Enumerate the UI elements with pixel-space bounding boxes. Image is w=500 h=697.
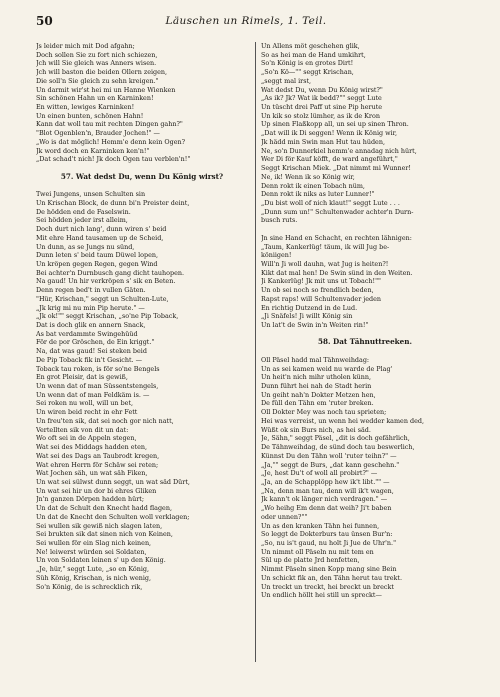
column-divider [255, 42, 256, 662]
text-line: Sei hödden jeder irst alleim, [36, 216, 128, 225]
text-line: oder unnen?"" [261, 512, 308, 521]
text-line: Un schickt fik an, den Tähn herut tau trekt. [261, 573, 402, 582]
text-line: Oll Päsel hadd mal Tähnweihdag: [261, 355, 370, 364]
text-line: Vertellten sik von dit un dat: [36, 425, 129, 434]
text-line: Jk kann't ok länger nich verdragen." — [261, 495, 388, 504]
text-line: Toback tau roken, is för so'ne Bengels [36, 364, 160, 373]
section-heading: 58. Dat Tähnuttreeken. [318, 338, 412, 347]
text-line: Wer Di för Kauf köfft, de ward angeführt," [261, 155, 398, 164]
text-line [36, 164, 248, 173]
text-line: As bat verdammte Swingehüüd [36, 329, 138, 338]
text-line: De hödden end de Faselswin. [36, 207, 131, 216]
text-line: Jn sine Hand en Schacht, en rechten lähnigen: [261, 233, 412, 242]
text-line: En grot Pleisir, dat is gewiß, [36, 373, 128, 382]
text-line: Wat sei des Dags an Taubrodt kregen, [36, 451, 160, 460]
text-line: „Jk ok!"" seggt Krischan, „so'ne Pip Toback, [36, 312, 179, 321]
text-line: Jk hädd min Swin man Hut tau hüden, [261, 137, 385, 146]
text-line: Un dat de Schult den Knecht hadd flagen, [36, 504, 172, 513]
text-line: Dunn führt hei nah de Stadt herin [261, 382, 372, 391]
text-line: „Dat schad't nich! Jk doch Ogen tau verblen'n!" [36, 155, 191, 164]
text-line: Un as den kranken Tähn hei funnen, [261, 521, 380, 530]
text-line: busch ruts. [261, 216, 298, 225]
text-line: Hei was verreist, un wenn hei wedder kamen ded, [261, 416, 424, 425]
text-line: „Taum, Kankerlüg! täum, ik will Jug be- [261, 242, 390, 251]
text-line: „Ja, an de Schapplöpp hew ik't libt."" — [261, 477, 390, 486]
text-line: Rapst raps! will Schultenvader jeden [261, 294, 382, 303]
text-line: Seggt Krischan Miek. „Dat nimmt mi Wunner! [261, 164, 411, 173]
text-line: Un Krischan Block, de dunn bi'n Preister deint, [36, 198, 190, 207]
text-line: „Wo is dat möglich! Hemm'e denn kein Ogen? [36, 137, 186, 146]
text-line: „Dat will ik Di seggen! Wenn ik König wir, [261, 129, 398, 138]
text-line: „Du bist woll of nich klaut!" seggt Lute . . . [261, 198, 400, 207]
text-line: Sei roken nu woll, will un bet, [36, 399, 134, 408]
text-line: Je, Sähn," seggt Päsel, „dit is doch gefährlich, [261, 434, 410, 443]
text-line: Un kröpen gegen Regen, gegen Wind [36, 259, 158, 268]
text-line: Un einen bunten, schönen Hahn! [36, 111, 144, 120]
text-line: Na, dat was gaud! Sei steken beid [36, 347, 147, 356]
text-line: „Je, hür," seggt Lute, „so en König, [36, 565, 150, 574]
text-line: Doch durt nich lang', dunn wiren s' beid [36, 225, 167, 234]
text-line: Un lat't de Swin in'n Weiten rin!" [261, 321, 369, 329]
text-line: Un endlich höllt hei still un spreckt— [261, 591, 382, 600]
text-line: Un as sei kamen weid nu warde de Plag' [261, 364, 393, 373]
text-line: Un darmit wir'st hei mi un Hanne Wienken [36, 85, 176, 94]
text-line: Un geiht nah'n Dokter Metzen hen, [261, 390, 376, 399]
text-line: En richtig Dutzend in de Lud. [261, 303, 358, 312]
text-line: Up sinen Flaßkopp all, un sei up sinen Thron. [261, 120, 409, 129]
text-line: Jch will baston die beiden Ollern zeigen, [36, 68, 168, 77]
left-column [36, 42, 248, 591]
text-line: För de por Gröschen, de Ein kriggt." [36, 338, 155, 347]
text-line [261, 347, 469, 356]
text-line: Ne, ik! Wenn ik so König wir, [261, 172, 355, 181]
text-line: „seggt mal irst, [261, 76, 312, 85]
text-line: „Wo heihg Em denn dat weih? Ji't baben [261, 504, 392, 513]
text-line: Doch sollen Sie zu fort nich schiezen, [36, 50, 158, 59]
text-line: Bei achter'n Durnbusch gang dicht tauhopen. [36, 268, 185, 277]
text-line [36, 182, 248, 191]
text-line: Un dunn, as se Jungs nu sünd, [36, 242, 135, 251]
text-line: „Na, denn man tau, denn will ik't wagen, [261, 486, 394, 495]
text-line: Die soll'n Sie gleich zu sehn kreigen." [36, 76, 159, 85]
text-line: Un wenn dat of man Feldkäm is. — [36, 390, 150, 399]
text-line: Ne, so'n Dunnerkiel hemm'e annadag nich hürt, [261, 146, 417, 155]
text-line: Na gaud! Un hir verkröpen s' sik en Beten. [36, 277, 176, 286]
text-line: Ji Kankerlüg! Jk mit uns ut Tobach!"" [261, 277, 381, 286]
text-line: "Blot Ogenblen'n, Brauder Jochen!" — [36, 129, 160, 138]
text-line: Kikt dat mal hen! De Swin sünd in den Weiten. [261, 268, 413, 277]
text-line: Twei Jungens, unsen Schulten sin [36, 190, 146, 199]
text-line: Mit ehre Hand tausamen up de Scheid, [36, 233, 164, 242]
text-line: Will'n Ji woll dauhn, wat Jug is heiten?! [261, 259, 389, 268]
text-line: Un wat sei sülwst dunn seggt, un wat säd Dürt, [36, 477, 190, 486]
text-line: Sei wullen för ein Slag nich keinen, [36, 538, 152, 547]
page-header [36, 14, 456, 30]
text-line: Js leider mich mit Dod afgahn; [36, 42, 135, 50]
text-line: Un wat sei hir un dor bi ehres Gliken [36, 486, 157, 495]
text-line: Nimmt Päseln sinen Kopp mang sine Bein [261, 565, 397, 574]
text-line: Denn rokt ik niks as luter Lunner!" [261, 190, 375, 199]
text-line: De füll den Tähn em 'ruter breken. [261, 399, 374, 408]
text-line: „Ji Snäfels! Ji willt König sin [261, 312, 353, 321]
text-line: Dunn leten s' beid taum Düwel lopen, [36, 251, 158, 260]
text-line: Un von Soldaten leinen s' up den König. [36, 556, 166, 565]
text-line: Un tüscht drei Paff ut sine Pip herute [261, 103, 383, 112]
text-line: Wat dedst Du, wenn Du König wirst?" [261, 85, 383, 94]
text-line: „So'n Kö—"" seggt Krischan, [261, 68, 354, 77]
text-line: Un wenn dat of man Süssentstengels, [36, 382, 159, 391]
text-line: Un treckt un treckt, hei breckt un breckt [261, 582, 394, 591]
text-line: Sei wullen sik gewiß nich slagen laten, [36, 521, 163, 530]
text-line: Un wiren beid recht in ehr Fett [36, 408, 138, 417]
text-line: „As ik? Jk? Wat ik bedd?"" seggt Lute [261, 94, 382, 103]
text-line: Wat Jochen säh, un wat säh Fiken, [36, 469, 148, 478]
text-line [261, 225, 469, 234]
text-line: Jn'n ganzen Dörpen hadden hürt; [36, 495, 144, 504]
text-line: Dat is doch glik en annern Snack, [36, 321, 146, 329]
text-line: Un ob sei noch so frendlich beden, [261, 286, 374, 295]
text-line: So leggt de Dokterburs tau ünsen Bur'n: [261, 530, 393, 539]
text-line: „Ja,"" seggt de Burs, „dat kann geschehn." [261, 460, 400, 469]
text-line: Jk word doch en Karninken ken'n!" [36, 146, 150, 155]
text-line: köniigen! [261, 251, 292, 260]
text-line: Wo oft sei in de Appeln stegen, [36, 434, 137, 443]
text-line: Denn regen bed't in vullen Gäten. [36, 286, 146, 295]
text-line: Sin schönen Hahn un en Karninken! [36, 94, 154, 103]
text-line: Un heit'n nich mihr utholen künn, [261, 373, 372, 382]
text-line: So as hei man de Hand umkihrt, [261, 50, 366, 59]
text-line: Un nimmt oll Päseln nu mit tem en [261, 547, 374, 556]
text-line: Un freu'ten sik, dat sei noch gor nich natt, [36, 416, 174, 425]
text-line: Wat sei des Middags hadden eten, [36, 443, 148, 452]
text-line: Ne! leiwerst würden sei Soldaten, [36, 547, 147, 556]
section-heading: 57. Wat dedst Du, wenn Du König wirst? [60, 172, 224, 181]
text-line: "Hür, Krischan," seggt un Schulten-Lute, [36, 294, 169, 303]
text-line: Un kik so stolz lümher, as ik de Kron [261, 111, 380, 120]
text-line: Un dat de Knecht den Schulten woll verklagen; [36, 512, 190, 521]
text-line: Jch will Sie gleich was Anners wisen. [36, 59, 157, 68]
text-line: De Tähnweihdag, de sünd doch tau beswerlich, [261, 443, 415, 452]
text-line: Denn rokt ik einen Tobach nüm, [261, 181, 365, 190]
text-line: Un Allens möt geschehen glik, [261, 42, 360, 50]
text-line: So'n König is en grotes Dirt! [261, 59, 354, 68]
right-column [261, 42, 469, 600]
text-line: So'n König, de is schrecklich rik, [36, 582, 143, 591]
text-line: Sül up de platte Jrd henfetten, [261, 556, 360, 565]
text-line: „Dunn sum un!" Schultenwader achter'n Durn- [261, 207, 414, 216]
text-line: Oll Dokter Mey was noch tau sprieten; [261, 408, 387, 417]
text-line: De Pip Toback fik in't Gesicht. — [36, 355, 143, 364]
running-head: Läuschen un Rimels, 1. Teil. [165, 15, 327, 27]
text-line: Wat ehren Herrn för Schäw sei reten; [36, 460, 159, 469]
text-line: „So, nu is't gaud, nu holt Ji Jue de Uhr'n." [261, 538, 397, 547]
text-line: „Je, hest Du't of woll all probirt?" — [261, 469, 378, 478]
text-line: „Jk krig mi nu min Pip herute." — [36, 303, 145, 312]
text-line [261, 330, 469, 339]
text-line: Künnst Du den Tähn woll 'ruter teihn?" — [261, 451, 397, 460]
text-line: Sei brukten sik dat sinen nich von Keinen, [36, 530, 173, 539]
text-line: Wüßt ok sin Burs nich, as hei säd. [261, 425, 371, 434]
text-line: Süh König, Krischan, is nich wenig, [36, 573, 152, 582]
page-number: 50 [36, 14, 53, 28]
text-line: En witten, lewiges Karninken! [36, 103, 135, 112]
text-line: Kann dat woll tau mit rechten Dingen gahn?" [36, 120, 183, 129]
